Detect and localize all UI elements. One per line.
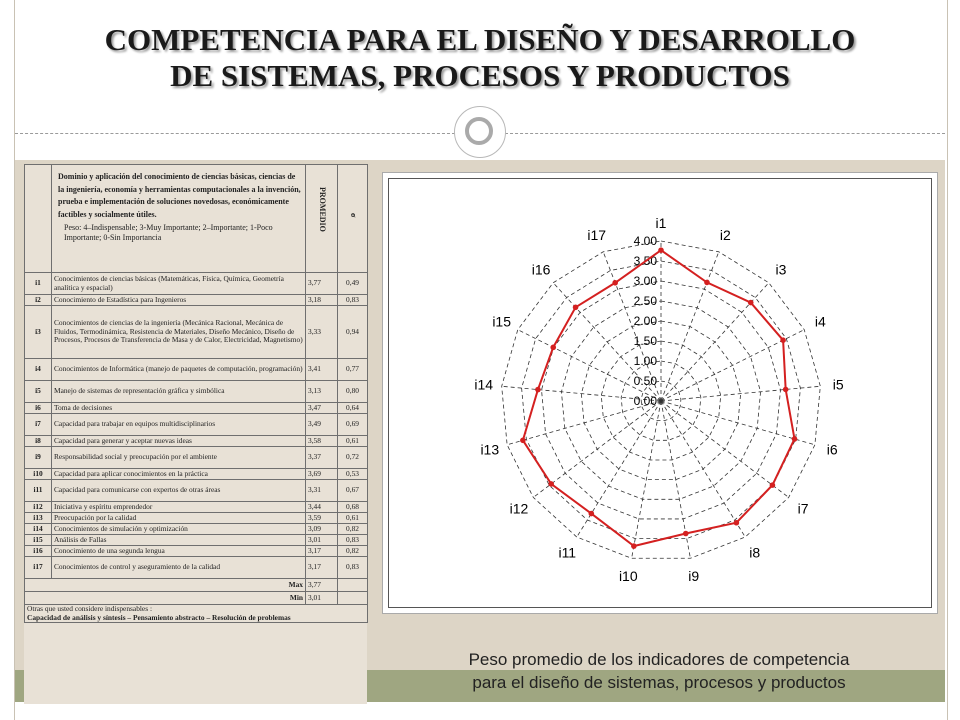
row-description: Conocimientos de ciencias de la ingeniería (Mecánica Racional, Mecánica de Fluidos, Termodinámica, Resistencia de Materiales, Diseño Mecánico, Diseño de Procesos, Procesos de Transferencia de Masa y de Calor, Electricidad, Magnetismo) bbox=[52, 306, 306, 359]
caption-line-1: Peso promedio de los indicadores de competencia bbox=[468, 650, 850, 669]
row-code: i16 bbox=[25, 546, 52, 557]
row-promedio: 3,09 bbox=[306, 524, 338, 535]
table-row bbox=[25, 447, 368, 469]
row-code: i12 bbox=[25, 502, 52, 513]
series-point bbox=[783, 387, 789, 393]
row-promedio: 3,33 bbox=[306, 306, 338, 359]
row-promedio: 3,41 bbox=[306, 359, 338, 381]
series-point bbox=[548, 481, 554, 487]
table-row bbox=[25, 436, 368, 447]
series-point bbox=[550, 345, 556, 351]
table-row bbox=[25, 273, 368, 295]
radial-tick-label: 3.00 bbox=[633, 274, 657, 288]
caption-line-2: para el diseño de sistemas, procesos y productos bbox=[472, 673, 846, 692]
table-row bbox=[25, 513, 368, 524]
category-label: i8 bbox=[749, 544, 761, 561]
table-row bbox=[25, 557, 368, 579]
table-row bbox=[25, 414, 368, 436]
category-label: i14 bbox=[474, 376, 494, 393]
min-row-value: 3,01 bbox=[306, 592, 338, 605]
row-code: i13 bbox=[25, 513, 52, 524]
divider-ornament-ring bbox=[465, 117, 493, 145]
radial-tick-label: 1.50 bbox=[633, 334, 657, 348]
slide-title bbox=[0, 22, 960, 94]
category-label: i3 bbox=[775, 261, 787, 278]
category-label: i17 bbox=[587, 227, 607, 244]
category-label: i12 bbox=[509, 500, 529, 517]
max-row bbox=[25, 579, 368, 592]
category-label: i13 bbox=[480, 441, 500, 458]
max-row-label: Max bbox=[25, 579, 306, 592]
row-sigma: 0,77 bbox=[338, 359, 368, 381]
series-point bbox=[748, 300, 754, 306]
row-code: i11 bbox=[25, 480, 52, 502]
radial-tick-label: 3.50 bbox=[633, 254, 657, 268]
grid-spoke bbox=[661, 252, 719, 401]
row-description: Manejo de sistemas de representación gráfica y simbólica bbox=[52, 381, 306, 403]
series-point bbox=[683, 531, 689, 537]
row-description: Preocupación por la calidad bbox=[52, 513, 306, 524]
table-row bbox=[25, 359, 368, 381]
row-description: Capacidad para aplicar conocimientos en la práctica bbox=[52, 469, 306, 480]
category-label: i4 bbox=[814, 313, 826, 330]
grid-spoke bbox=[661, 401, 789, 497]
row-description: Responsabilidad social y preocupación por el ambiente bbox=[52, 447, 306, 469]
row-description: Conocimientos de control y aseguramiento de la calidad bbox=[52, 557, 306, 579]
row-description: Toma de decisiones bbox=[52, 403, 306, 414]
row-sigma: 0,64 bbox=[338, 403, 368, 414]
row-description: Iniciativa y espíritu emprendedor bbox=[52, 502, 306, 513]
row-promedio: 3,01 bbox=[306, 535, 338, 546]
row-description: Conocimientos de Informática (manejo de paquetes de computación, programación) bbox=[52, 359, 306, 381]
category-label: i5 bbox=[832, 376, 844, 393]
row-promedio: 3,37 bbox=[306, 447, 338, 469]
series-point bbox=[704, 280, 710, 286]
row-sigma: 0,82 bbox=[338, 546, 368, 557]
row-promedio: 3,58 bbox=[306, 436, 338, 447]
radial-tick-label: 2.50 bbox=[633, 294, 657, 308]
row-description: Conocimientos de simulación y optimización bbox=[52, 524, 306, 535]
row-code: i9 bbox=[25, 447, 52, 469]
row-promedio: 3,44 bbox=[306, 502, 338, 513]
series-point bbox=[792, 436, 798, 442]
series-point bbox=[573, 304, 579, 310]
chart-caption bbox=[382, 648, 936, 694]
series-point bbox=[658, 247, 664, 253]
title-line-2: DE SISTEMAS, PROCESOS Y PRODUCTOS bbox=[170, 58, 790, 93]
radial-tick-label: 1.00 bbox=[633, 354, 657, 368]
radar-chart bbox=[389, 179, 931, 607]
table-row bbox=[25, 403, 368, 414]
row-promedio: 3,77 bbox=[306, 273, 338, 295]
table-row bbox=[25, 502, 368, 513]
row-code: i7 bbox=[25, 414, 52, 436]
min-row-label: Min bbox=[25, 592, 306, 605]
row-sigma: 0,61 bbox=[338, 436, 368, 447]
row-promedio: 3,47 bbox=[306, 403, 338, 414]
table-row bbox=[25, 469, 368, 480]
row-promedio: 3,59 bbox=[306, 513, 338, 524]
row-description: Análisis de Fallas bbox=[52, 535, 306, 546]
row-promedio: 3,69 bbox=[306, 469, 338, 480]
title-line-1: COMPETENCIA PARA EL DISEÑO Y DESARROLLO bbox=[104, 22, 856, 57]
row-sigma: 0,72 bbox=[338, 447, 368, 469]
row-promedio: 3,49 bbox=[306, 414, 338, 436]
radial-tick-label: 2.00 bbox=[633, 314, 657, 328]
category-label: i15 bbox=[492, 313, 512, 330]
row-description: Capacidad para trabajar en equipos multidisciplinarios bbox=[52, 414, 306, 436]
notes-line-2: Capacidad de análisis y síntesis – Pensamiento abstracto – Resolución de problemas bbox=[27, 612, 291, 622]
row-promedio: 3,18 bbox=[306, 295, 338, 306]
series-point bbox=[612, 280, 618, 286]
row-promedio: 3,17 bbox=[306, 546, 338, 557]
category-label: i10 bbox=[618, 567, 638, 584]
table-row bbox=[25, 546, 368, 557]
header-description: Dominio y aplicación del conocimiento de ciencias básicas, ciencias de la ingeniería, economía y herramientas computacionales a la invención, prueba e implementación de soluciones novedosas, económicamente factibles y socialmente útiles. bbox=[58, 172, 301, 219]
row-sigma: 0,53 bbox=[338, 469, 368, 480]
chart-panel bbox=[382, 172, 938, 614]
row-sigma: 0,68 bbox=[338, 502, 368, 513]
category-label: i9 bbox=[688, 567, 700, 584]
indicator-table bbox=[24, 164, 368, 623]
row-sigma: 0,69 bbox=[338, 414, 368, 436]
row-description: Capacidad para comunicarse con expertos de otras áreas bbox=[52, 480, 306, 502]
series-point bbox=[631, 543, 637, 549]
row-sigma: 0,83 bbox=[338, 535, 368, 546]
row-code: i2 bbox=[25, 295, 52, 306]
row-code: i10 bbox=[25, 469, 52, 480]
indicator-table-panel bbox=[24, 164, 367, 704]
row-code: i4 bbox=[25, 359, 52, 381]
notes-row bbox=[25, 605, 368, 623]
category-label: i6 bbox=[826, 441, 838, 458]
row-description: Conocimientos de ciencias básicas (Matemáticas, Física, Química, Geometría analítica y espacial) bbox=[52, 273, 306, 295]
table-row bbox=[25, 306, 368, 359]
series-point bbox=[780, 337, 786, 343]
row-promedio: 3,17 bbox=[306, 557, 338, 579]
radial-tick-label: 0.00 bbox=[633, 394, 657, 408]
row-code: i8 bbox=[25, 436, 52, 447]
category-label: i2 bbox=[719, 227, 731, 244]
row-sigma: 0,83 bbox=[338, 557, 368, 579]
row-sigma: 0,94 bbox=[338, 306, 368, 359]
col-sigma: σ bbox=[348, 212, 358, 217]
category-label: i11 bbox=[558, 544, 577, 561]
row-promedio: 3,31 bbox=[306, 480, 338, 502]
table-row bbox=[25, 524, 368, 535]
divider-left bbox=[15, 133, 455, 134]
series-point bbox=[520, 437, 526, 443]
min-row bbox=[25, 592, 368, 605]
row-sigma: 0,83 bbox=[338, 295, 368, 306]
grid-spoke bbox=[661, 386, 820, 401]
row-code: i5 bbox=[25, 381, 52, 403]
row-sigma: 0,49 bbox=[338, 273, 368, 295]
row-code: i17 bbox=[25, 557, 52, 579]
table-row bbox=[25, 295, 368, 306]
table-row bbox=[25, 535, 368, 546]
series-point bbox=[535, 387, 541, 393]
chart-area bbox=[388, 178, 932, 608]
max-row-value: 3,77 bbox=[306, 579, 338, 592]
row-description: Conocimiento de una segunda lengua bbox=[52, 546, 306, 557]
row-code: i1 bbox=[25, 273, 52, 295]
table-row bbox=[25, 480, 368, 502]
category-label: i7 bbox=[797, 500, 809, 517]
table-header-row bbox=[25, 165, 368, 273]
row-description: Capacidad para generar y aceptar nuevas ideas bbox=[52, 436, 306, 447]
series-point bbox=[589, 511, 595, 517]
row-code: i3 bbox=[25, 306, 52, 359]
notes-line-1: Otras que usted considere indispensables : bbox=[27, 604, 152, 613]
row-code: i6 bbox=[25, 403, 52, 414]
series-point bbox=[770, 482, 776, 488]
row-code: i14 bbox=[25, 524, 52, 535]
radial-tick-label: 4.00 bbox=[633, 234, 657, 248]
row-code: i15 bbox=[25, 535, 52, 546]
series-point bbox=[734, 520, 740, 526]
divider-right bbox=[505, 133, 945, 134]
header-scale: Peso: 4–Indispensable; 3-Muy Importante; 2–Importante; 1-Poco Importante; 0-Sin Importancia bbox=[64, 223, 273, 242]
row-sigma: 0,61 bbox=[338, 513, 368, 524]
row-sigma: 0,80 bbox=[338, 381, 368, 403]
category-label: i16 bbox=[531, 261, 551, 278]
row-description: Conocimiento de Estadística para Ingenieros bbox=[52, 295, 306, 306]
col-promedio: PROMEDIO bbox=[317, 187, 327, 232]
table-row bbox=[25, 381, 368, 403]
row-promedio: 3,13 bbox=[306, 381, 338, 403]
row-sigma: 0,67 bbox=[338, 480, 368, 502]
row-sigma: 0,82 bbox=[338, 524, 368, 535]
radial-tick-label: 0.50 bbox=[633, 374, 657, 388]
category-label: i1 bbox=[655, 215, 667, 231]
